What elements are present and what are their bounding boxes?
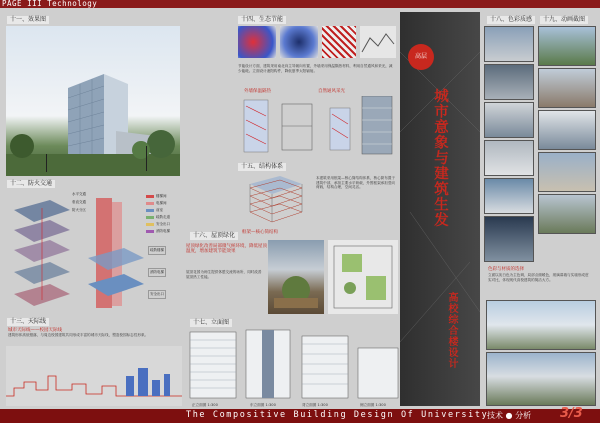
structure-text: 本建筑采用框架—核心筒结构体系，核心筒布置于建筑中部，承担主要水平荷载，外围框架承担竖向荷载，结构合理，空间灵活。 xyxy=(316,176,396,190)
fire-label: 垂直交通 xyxy=(72,200,86,204)
footer-tags: 技术 ● 分析 xyxy=(487,411,532,420)
eco-caption-a: 外墙保温隔热 xyxy=(244,89,271,94)
eco-caption-b: 自然通风采光 xyxy=(318,89,345,94)
color-thumb xyxy=(484,102,534,138)
section-title-elevation: 十七、立面图 xyxy=(190,319,232,327)
animation-large xyxy=(486,300,596,350)
section-title-render: 十一、效果图 xyxy=(7,16,49,24)
elevation-scale: 正立面图 1:300 xyxy=(192,403,218,407)
page-label: PAGE III Technology xyxy=(2,0,98,8)
section-title-structure: 十五、结构体系 xyxy=(238,163,286,171)
section-title-fire: 十二、防火交通 xyxy=(7,180,55,188)
roof-garden-photo xyxy=(268,240,324,314)
eco-images xyxy=(238,26,396,60)
title-badge: 高层 xyxy=(408,44,434,70)
elevation-scale: 背立面图 1:300 xyxy=(302,403,328,407)
fire-tag: 安全出口 xyxy=(148,290,166,299)
animation-thumb xyxy=(538,152,596,192)
fire-tag: 疏散楼梯 xyxy=(148,246,166,255)
animation-thumbnails xyxy=(538,26,596,262)
header-bar xyxy=(0,0,600,8)
render-image xyxy=(6,26,180,176)
legend-item: 前室 xyxy=(146,208,163,213)
elevation-lines xyxy=(186,328,402,404)
eco-diagrams xyxy=(238,96,396,156)
vertical-main-title: 城市意象与建筑生发 xyxy=(432,88,448,228)
color-thumbnails xyxy=(484,26,534,262)
section-title-skyline: 十三、天际线 xyxy=(7,318,49,326)
fire-label: 水平交通 xyxy=(72,192,86,196)
title-panel xyxy=(400,12,480,406)
animation-thumb xyxy=(538,194,596,234)
fire-tag: 消防电梯 xyxy=(148,268,166,277)
fire-label: 防火分区 xyxy=(72,208,86,212)
eco-airflow-image xyxy=(280,26,318,58)
eco-section-sketches xyxy=(238,96,396,156)
color-thumb xyxy=(484,216,534,262)
eco-sun-image xyxy=(322,26,356,58)
structure-diagram xyxy=(240,174,310,228)
skyline-diagram xyxy=(6,346,182,406)
animation-thumb xyxy=(538,110,596,150)
section-title-color: 十八、色彩质感 xyxy=(487,16,535,24)
eco-shading-image xyxy=(360,26,396,58)
render-illustration xyxy=(6,26,180,176)
legend-item: 消防电梯 xyxy=(146,229,170,234)
structure-frame xyxy=(240,174,310,228)
animation-thumb xyxy=(538,26,596,66)
color-thumb xyxy=(484,140,534,176)
page-number: 3/3 xyxy=(560,406,583,421)
section-title-animation: 十九、动画截图 xyxy=(540,16,588,24)
color-thumb xyxy=(484,26,534,62)
section-title-roof: 十六、屋顶绿化 xyxy=(190,232,238,240)
eco-thermal-image xyxy=(238,26,276,58)
elevation-scale: 东立面图 1:300 xyxy=(250,403,276,407)
footer-title: The Compositive Building Design Of University xyxy=(186,410,489,420)
structure-caption: 框架—核心筒结构 xyxy=(242,230,278,235)
fire-diagram xyxy=(4,188,182,316)
animation-large-images xyxy=(486,300,596,406)
color-thumb xyxy=(484,178,534,214)
skyline-caption: 城市天际线——校园天际线 xyxy=(8,328,62,333)
eco-text: 节能设计方面，建筑采用南北向主导朝向布置，外墙采用保温隔热材料，利用自然通风和采光，减少能耗。立面设计遮阳构件，降低夏季太阳辐射。 xyxy=(238,64,393,73)
legend-item: 疏散走道 xyxy=(146,215,170,220)
legend-item: 电梯间 xyxy=(146,201,167,206)
animation-thumb xyxy=(538,68,596,108)
elevation-drawings xyxy=(186,328,402,404)
color-text: 立面以灰白色为主色调，局部点缀暖色，玻璃幕墙与实墙形成虚实对比，体现现代高校建筑的简洁大方。 xyxy=(488,273,589,282)
skyline-text: 建筑形体高低错落，与周边校园建筑共同形成丰富的城市天际线，塑造校园标志性形象。 xyxy=(8,333,149,337)
section-title-eco: 十四、生态节能 xyxy=(238,16,286,24)
footer-bar xyxy=(0,406,600,423)
animation-large xyxy=(486,352,596,406)
legend-item: 安全出口 xyxy=(146,222,170,227)
skyline-lines xyxy=(6,346,182,406)
roof-caption: 屋顶绿化改善局部微气候环境，降低屋顶温度，增加建筑节能效果 xyxy=(186,244,267,254)
roof-plan xyxy=(328,240,398,314)
color-caption: 色彩与材质的选择 xyxy=(488,267,524,272)
legend-item: 楼梯间 xyxy=(146,194,167,199)
vertical-sub-title: 高校综合楼设计 xyxy=(446,292,457,369)
color-thumb xyxy=(484,64,534,100)
roof-text: 屋顶花园为师生提供休憩交流的场所，同时改善屋顶热工性能。 xyxy=(186,270,262,279)
elevation-scale: 侧立面图 1:300 xyxy=(360,403,386,407)
